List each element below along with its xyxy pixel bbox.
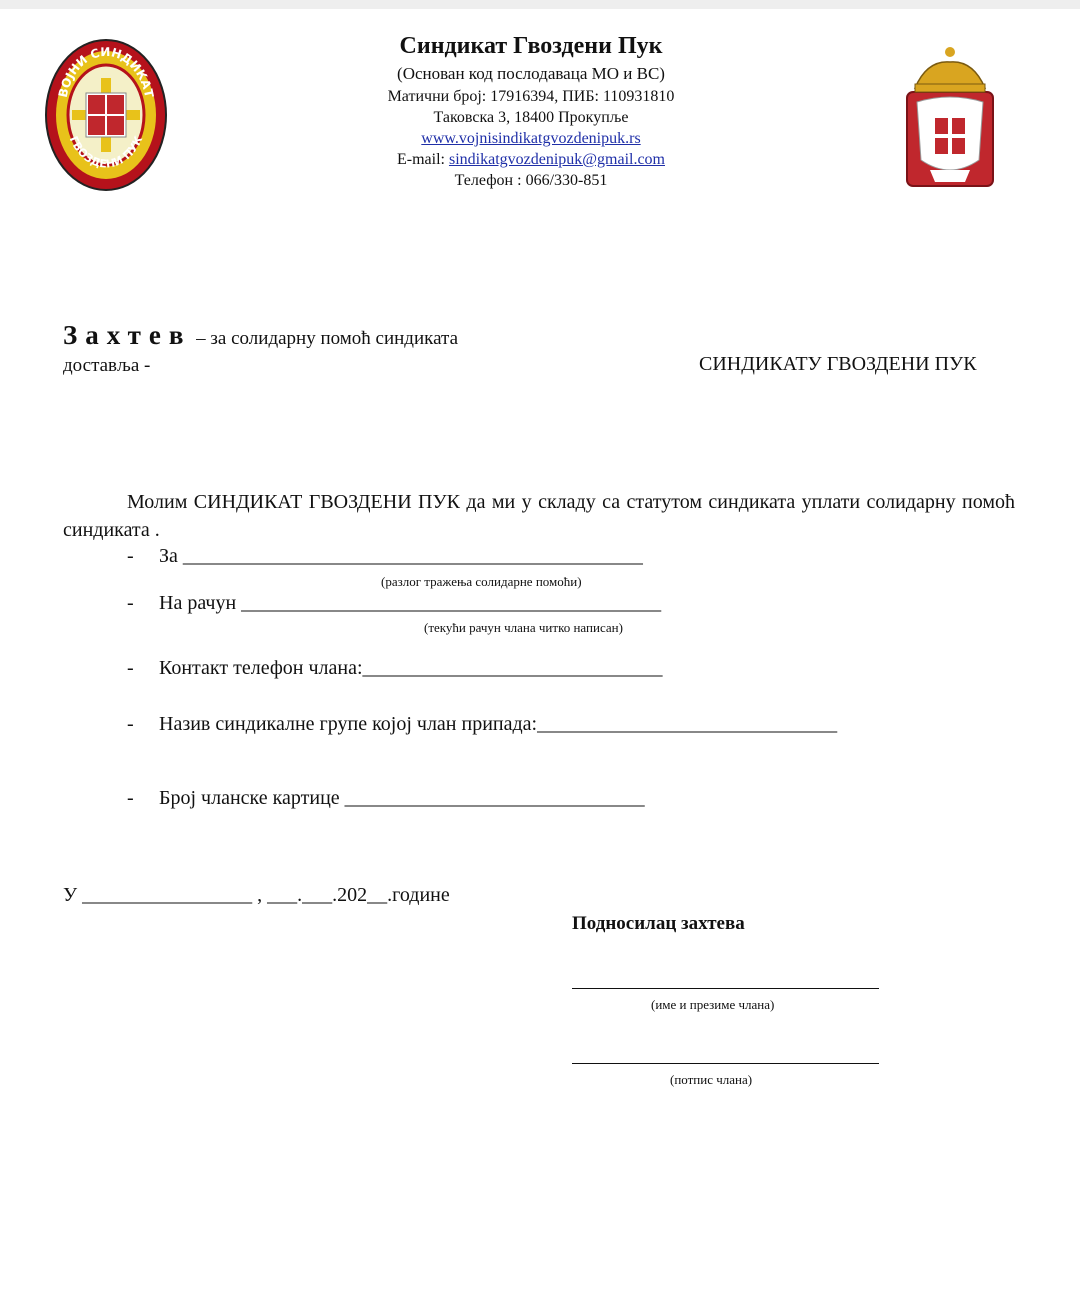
org-registry: Матични број: 17916394, ПИБ: 110931810 bbox=[387, 88, 675, 105]
request-text: Молим СИНДИКАТ ГВОЗДЕНИ ПУК да ми у складу са статутом синдиката уплати солидарну помоћ синдиката . bbox=[63, 491, 1015, 541]
svg-text:ГВОЗДЕНИ ПУК: ГВОЗДЕНИ ПУК bbox=[66, 134, 146, 171]
email-link[interactable]: sindikatgvozdenipuk@gmail.com bbox=[448, 151, 665, 168]
signature-line[interactable] bbox=[572, 1063, 879, 1064]
field-card-number[interactable]: - Број чланске картице ______________________________ bbox=[127, 787, 645, 809]
union-logo bbox=[44, 38, 168, 192]
delivers-label: доставља - bbox=[63, 355, 151, 376]
website-link[interactable]: www.vojnisindikatgvozdenipuk.rs bbox=[421, 130, 641, 147]
applicant-heading: Подносилац захтева bbox=[572, 913, 745, 934]
hint-account: (текући рачун члана читко написан) bbox=[424, 620, 623, 635]
org-address: Таковска 3, 18400 Прокупље bbox=[433, 109, 629, 126]
org-phone: Телефон : 066/330-851 bbox=[454, 172, 608, 189]
email-label: E-mail: bbox=[396, 151, 449, 168]
recipient: СИНДИКАТУ ГВОЗДЕНИ ПУК bbox=[699, 353, 977, 375]
svg-text:ВОЈНИ СИНДИКАТ: ВОЈНИ СИНДИКАТ bbox=[55, 44, 157, 99]
field-account[interactable]: - На рачун __________________________________________ bbox=[127, 592, 662, 614]
org-name: Синдикат Гвоздени Пук bbox=[399, 33, 663, 59]
hint-reason: (разлог тражења солидарне помоћи) bbox=[381, 574, 582, 589]
field-union-group[interactable]: - Назив синдикалне групе којој члан припада:______________________________ bbox=[127, 713, 838, 735]
org-founded: (Основан код послодаваца МО и ВС) bbox=[397, 64, 665, 83]
top-bar bbox=[0, 0, 1080, 9]
name-line[interactable] bbox=[572, 988, 879, 989]
field-reason[interactable]: - За ______________________________________________ bbox=[127, 545, 643, 567]
field-contact-phone[interactable]: - Контакт телефон члана:______________________________ bbox=[127, 657, 663, 679]
place-date-line[interactable]: У _________________ , ___.___.202__.године bbox=[63, 884, 450, 906]
signature-hint: (потпис члана) bbox=[670, 1072, 753, 1087]
request-paragraph bbox=[63, 488, 1015, 544]
title-subtitle: – за солидарну помоћ синдиката bbox=[191, 328, 458, 349]
name-hint: (име и презиме члана) bbox=[651, 997, 775, 1012]
document-title bbox=[63, 320, 458, 351]
title-word: Захтев bbox=[63, 320, 192, 350]
letterhead bbox=[330, 30, 732, 191]
coat-of-arms-logo bbox=[905, 40, 995, 200]
